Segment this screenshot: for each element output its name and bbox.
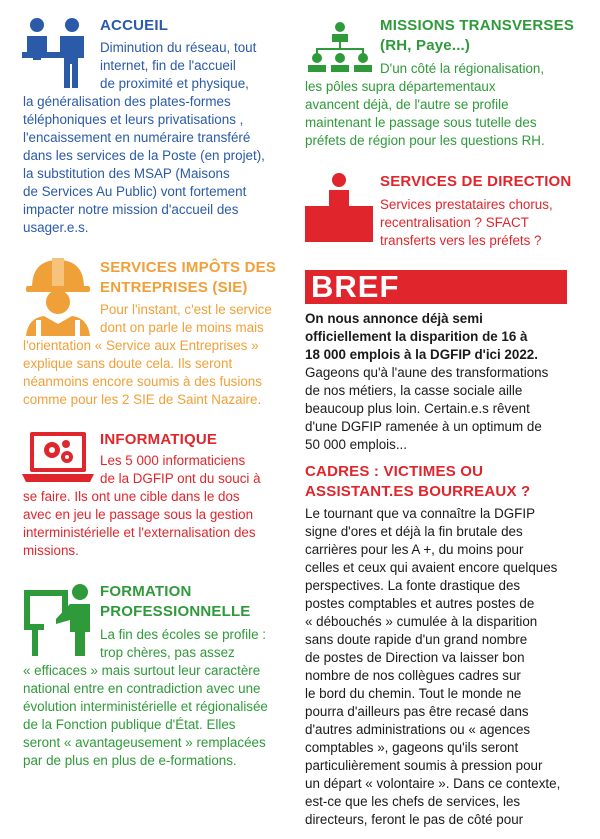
text-line: par de plus en plus de e-formations.	[23, 753, 237, 768]
text-line: pourra d'ailleurs pas être recasé dans	[305, 704, 529, 719]
direction-title: SERVICES DE DIRECTION	[380, 173, 572, 190]
text-line: de nos métiers, la casse sociale aille	[305, 383, 523, 398]
accueil-title: ACCUEIL	[100, 17, 169, 34]
teacher-board-icon	[22, 582, 94, 656]
text-line: beaucoup plus loin. Certain.e.s rêvent	[305, 401, 530, 416]
text-line: néanmoins encore soumis à des fusions	[23, 374, 262, 389]
missions-title-line: (RH, Paye...)	[380, 37, 471, 54]
sie-title-line: ENTREPRISES (SIE)	[100, 279, 248, 296]
cadres-title	[305, 462, 530, 502]
org-chart-icon	[305, 22, 375, 72]
text-line: la généralisation des plates-formes	[23, 94, 231, 109]
text-line: « débouchés » cumulée à la disparition	[305, 614, 538, 629]
formation-title	[100, 582, 251, 622]
text-line: téléphoniques et leurs privatisations ,	[23, 112, 244, 127]
text-line: sans doute rapide d'un grand nombre	[305, 632, 528, 647]
text-line: « efficaces » mais surtout leur caractère	[23, 663, 261, 678]
text-line: de postes de Direction va laisser bon	[305, 650, 525, 665]
text-line: Pour l'instant, c'est le service	[100, 302, 272, 317]
hard-hat-worker-icon	[22, 258, 94, 336]
text-line: seront « avantageusement » remplacées	[23, 735, 266, 750]
text-line: postes comptables et autres postes de	[305, 596, 535, 611]
text-line: impacter notre mission d'accueil des	[23, 202, 239, 217]
cadres-title-line: ASSISTANT.ES BOURREAUX ?	[305, 483, 531, 500]
text-line: transferts vers les préfets ?	[380, 233, 542, 248]
text-line: Diminution du réseau, tout	[100, 40, 257, 55]
text-line: carrières pour les A +, du moins pour	[305, 542, 524, 557]
text-line: Le tournant que va connaître la DGFIP	[305, 506, 536, 521]
text-line: d'autres administrations ou « agences	[305, 722, 531, 737]
text-line: trop chères, pas assez	[100, 645, 235, 660]
text-line: avancent déjà, de l'autre se profile	[305, 97, 509, 112]
text-line: maintenant le passage sous tutelle des	[305, 115, 537, 130]
text-line: officiellement la disparition de 16 à	[305, 329, 528, 344]
text-line: perspectives. La fonte drastique des	[305, 578, 521, 593]
bref-banner	[305, 270, 567, 304]
text-line: de Services Au Public) vont fortement	[23, 184, 247, 199]
text-line: missions.	[23, 543, 79, 558]
text-line: signe d'ores et déjà la fin brutale des	[305, 524, 523, 539]
formation-title-line: FORMATION	[100, 583, 192, 600]
text-line: comptables », gageons qu'ils seront	[305, 740, 519, 755]
text-line: directeurs, feront le pas de côté pour	[305, 812, 524, 827]
laptop-gears-icon	[22, 430, 94, 486]
bref-heading: BREF	[311, 269, 400, 304]
formation-title-line: PROFESSIONNELLE	[100, 603, 251, 620]
people-counter-icon	[22, 16, 94, 90]
sie-title-line: SERVICES IMPÔTS DES	[100, 259, 277, 276]
text-line: particulièrement soumis à pression pour	[305, 758, 543, 773]
text-line: l'encaissement en numéraire transféré	[23, 130, 251, 145]
text-line: La fin des écoles se profile :	[100, 627, 266, 642]
text-line: avec en jeu le passage sous la gestion	[23, 507, 254, 522]
text-line: recentralisation ? SFACT	[380, 215, 529, 230]
text-line: 18 000 emplois à la DGFIP d'ici 2022.	[305, 347, 538, 362]
text-line: un départ « volontaire ». Dans ce contexte,	[305, 776, 561, 791]
text-line: usager.e.s.	[23, 220, 89, 235]
missions-title-line: MISSIONS TRANSVERSES	[380, 17, 575, 34]
missions-title	[380, 16, 574, 56]
text-line: 50 000 emplois...	[305, 437, 407, 452]
text-line: se faire. Ils ont une cible dans le dos	[23, 489, 240, 504]
text-line: D'un côté la régionalisation,	[380, 61, 545, 76]
text-line: évolution interministérielle et régionalisée	[23, 699, 268, 714]
text-line: d'une DGFIP ramenée à un optimum de	[305, 419, 542, 434]
text-line: Les 5 000 informaticiens	[100, 453, 246, 468]
text-line: dont on parle le moins mais	[100, 320, 264, 335]
text-line: l'orientation « Service aux Entreprises »	[23, 338, 259, 353]
text-line: explique sans doute cela. Ils seront	[23, 356, 233, 371]
text-line: Gageons qu'à l'aune des transformations	[305, 365, 549, 380]
text-line: On nous annonce déjà semi	[305, 311, 483, 326]
text-line: le bord du chemin. Tout le monde ne	[305, 686, 522, 701]
text-line: préfets de région pour les questions RH.	[305, 133, 545, 148]
text-line: interministérielle et l'externalisation des	[23, 525, 256, 540]
text-line: comme pour les 2 SIE de Saint Nazaire.	[23, 392, 262, 407]
text-line: dans les services de la Poste (en projet),	[23, 148, 265, 163]
informatique-title: INFORMATIQUE	[100, 431, 218, 448]
text-line: Services prestataires chorus,	[380, 197, 553, 212]
text-line: national entre en contradiction avec une	[23, 681, 261, 696]
text-line: internet, fin de l'accueil	[100, 58, 236, 73]
text-line: les pôles supra départementaux	[305, 79, 496, 94]
text-line: de la Fonction publique d'État. Elles	[23, 717, 236, 732]
text-line: est-ce que les chefs de services, les	[305, 794, 521, 809]
text-line: la substitution des MSAP (Maisons	[23, 166, 230, 181]
sie-title	[100, 258, 276, 298]
cadres-title-line: CADRES : VICTIMES OU	[305, 463, 484, 480]
podium-speaker-icon	[305, 172, 373, 242]
text-line: celles et ceux qui avaient encore quelques	[305, 560, 558, 575]
text-line: de proximité et physique,	[100, 76, 249, 91]
text-line: de la DGFIP ont du souci à	[100, 471, 261, 486]
text-line: nombre de nos collègues cadres sur	[305, 668, 521, 683]
